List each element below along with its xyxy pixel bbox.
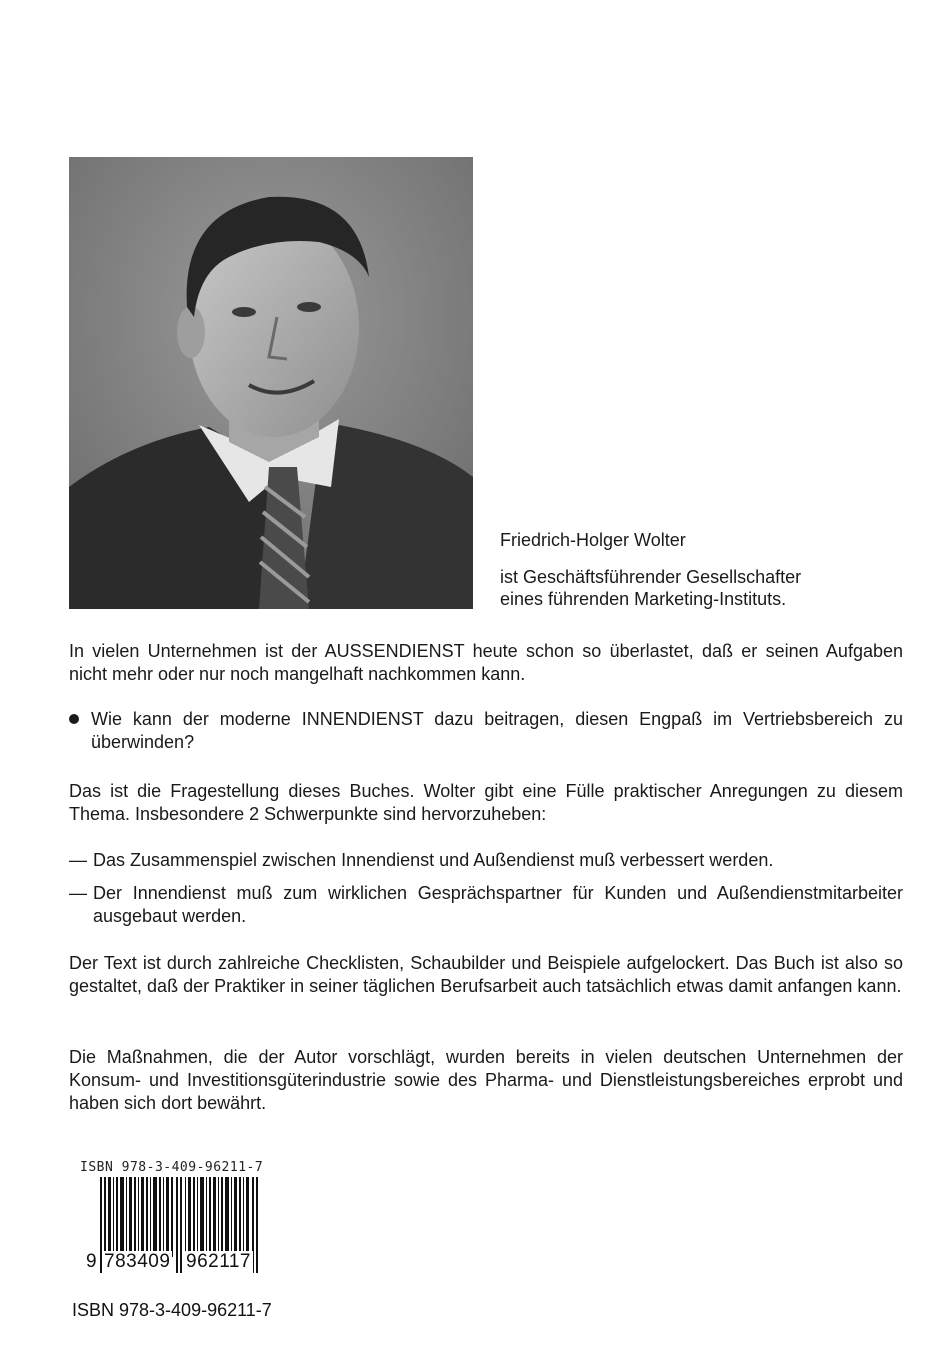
intro-paragraph: In vielen Unternehmen ist der AUSSENDIENST heute schon so überlastet, daß er seinen Aufgaben nicht mehr oder nur noch mangelhaft nachkommen kann. <box>69 641 903 684</box>
barcode-digits-left: 783409 <box>104 1251 171 1272</box>
author-info <box>500 528 920 610</box>
dash-icon: — <box>69 850 87 870</box>
isbn-bottom: ISBN 978-3-409-96211-7 <box>72 1300 272 1320</box>
dash-list-item <box>69 882 903 928</box>
structure-paragraph: Der Text ist durch zahlreiche Checklisten, Schaubilder und Beispiele aufgelockert. Das Buch ist also so gestaltet, daß der Praktiker in seiner täglichen Berufsarbeit auch tatsächlich etwas damit anfangen kann. <box>69 953 903 996</box>
author-name: Friedrich-Holger Wolter <box>500 530 686 550</box>
author-description-line-1: ist Geschäftsführender Gesellschafter <box>500 567 802 587</box>
dash-item-text: Der Innendienst muß zum wirklichen Gesprächspartner für Kunden und Außendienstmitarbeiter ausgebaut werden. <box>93 883 903 926</box>
bullet-question <box>69 708 903 754</box>
measures-paragraph: Die Maßnahmen, die der Autor vorschlägt, wurden bereits in vielen deutschen Unternehmen der Konsum- und Investitionsgüterindustrie sowie des Pharma- und Dienstleistungsbereiches erprobt und haben sich dort bewährt. <box>69 1047 903 1113</box>
bullet-question-text: Wie kann der moderne INNENDIENST dazu beitragen, diesen Engpaß im Vertriebsbereich zu überwinden? <box>91 709 903 752</box>
focus-paragraph: Das ist die Fragestellung dieses Buches. Wolter gibt eine Fülle praktischer Anregungen zu diesem Thema. Insbesondere 2 Schwerpunkte sind hervorzuheben: <box>69 781 903 824</box>
author-portrait-illustration <box>69 157 473 609</box>
dash-item-text: Das Zusammenspiel zwischen Innendienst und Außendienst muß verbessert werden. <box>93 850 774 870</box>
barcode-digits <box>80 1251 280 1275</box>
barcode-digit-first: 9 <box>86 1251 97 1272</box>
dash-list-item <box>69 849 903 872</box>
dash-icon: — <box>69 883 87 903</box>
barcode-digits-right: 962117 <box>186 1251 251 1272</box>
barcode-isbn-label: ISBN 978-3-409-96211-7 <box>80 1160 264 1175</box>
author-photo <box>69 157 473 609</box>
bullet-dot-icon <box>69 714 79 724</box>
author-description-line-2: eines führenden Marketing-Instituts. <box>500 589 787 609</box>
